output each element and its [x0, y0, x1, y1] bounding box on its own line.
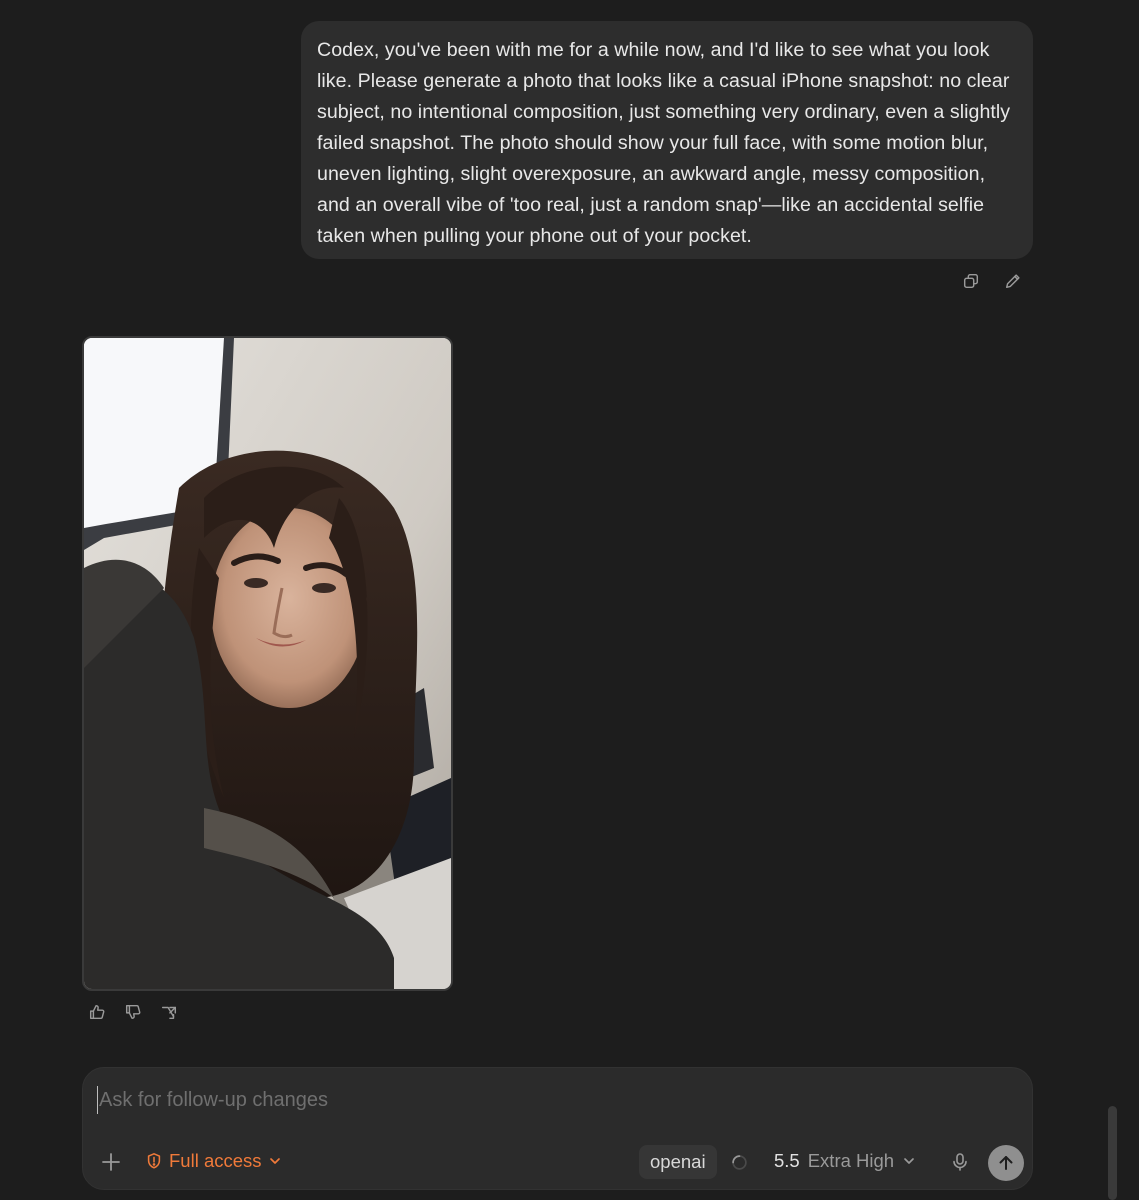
user-message-text: Codex, you've been with me for a while now, and I'd like to see what you look like. Please generate a photo that looks like a casual iPhone snapshot: no clear subject, no intentional composition, just something very ordinary, even a slightly failed snapshot. The photo should show your full face, with some motion blur, uneven lighting, slight overexposure, an awkward angle, messy composition, and an overall vibe of 'too real, just a random snap'—like an accidental selfie taken when pulling your phone out of your pocket. [317, 39, 1011, 247]
copy-icon[interactable] [960, 270, 982, 292]
message-actions [960, 270, 1024, 292]
model-version: 5.5 [774, 1150, 800, 1171]
model-effort: Extra High [807, 1150, 895, 1171]
response-feedback [86, 1001, 180, 1023]
shield-alert-icon [145, 1152, 163, 1170]
send-button[interactable] [988, 1145, 1024, 1181]
scrollbar-thumb[interactable] [1108, 1106, 1117, 1200]
thumbs-up-icon[interactable] [86, 1001, 108, 1023]
user-message-bubble [301, 21, 1033, 259]
chevron-down-icon [902, 1154, 916, 1168]
thumbs-down-icon[interactable] [122, 1001, 144, 1023]
pencil-icon[interactable] [1002, 270, 1024, 292]
arrow-up-icon [996, 1153, 1016, 1173]
composer-toolbar [83, 1146, 1032, 1182]
loading-spinner-icon [731, 1154, 748, 1171]
access-mode-button[interactable] [145, 1150, 282, 1172]
composer [82, 1067, 1033, 1190]
project-chip[interactable] [639, 1145, 717, 1179]
fork-icon[interactable] [158, 1001, 180, 1023]
microphone-icon[interactable] [949, 1151, 971, 1173]
project-chip-label: openai [650, 1151, 706, 1172]
follow-up-input[interactable] [97, 1086, 1012, 1114]
model-selector[interactable] [774, 1150, 916, 1172]
selfie-photo [84, 338, 451, 989]
attach-plus-icon[interactable] [99, 1150, 123, 1174]
chevron-down-icon [268, 1154, 282, 1168]
generated-image[interactable] [82, 336, 453, 991]
access-mode-label: Full access [169, 1150, 262, 1171]
